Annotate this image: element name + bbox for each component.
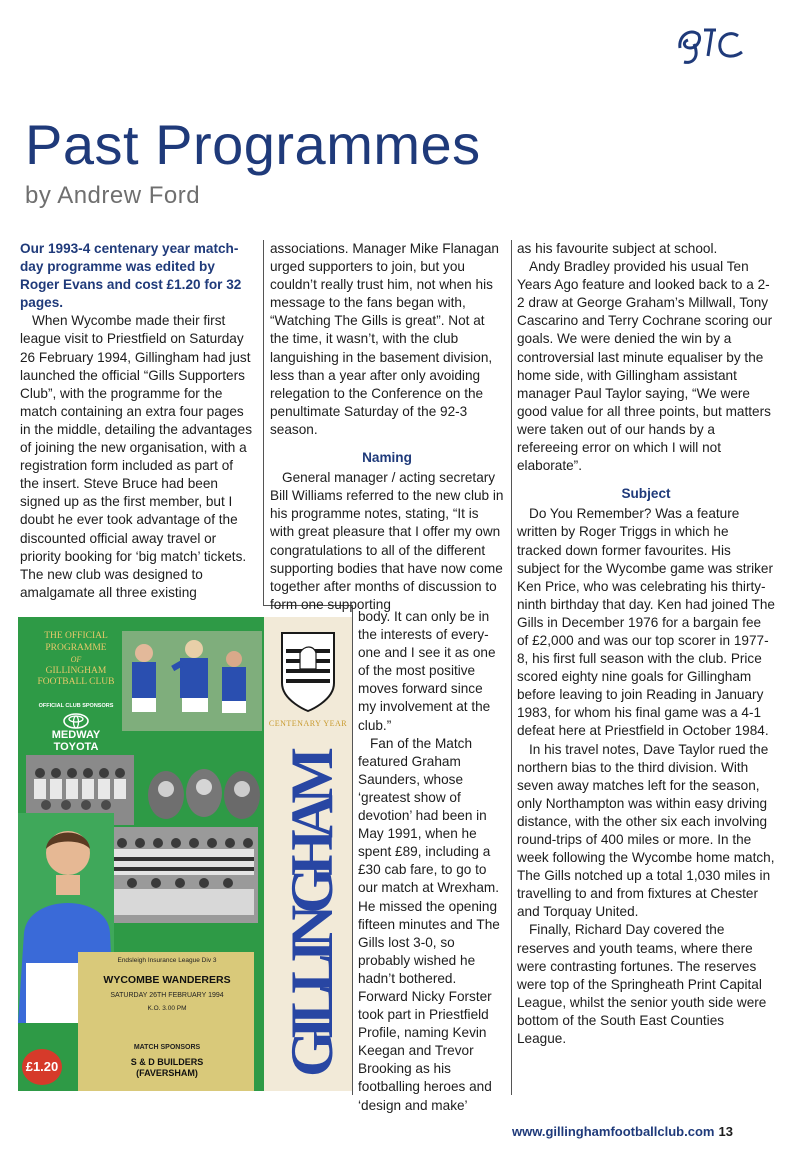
page-number: 13 (718, 1124, 733, 1139)
paragraph: In his travel notes, Dave Taylor rued the northern bias to the third division. With seven away matches left for the season, only Northampton was within easy driving distance, with the other six each involving round-trips of 400 miles or more. In the week following the Wycombe home match, The Gills notched up a total 1,030 miles in travelling to and from fixtures at Chester and Torquay United. (517, 741, 775, 920)
paragraph: body. It can only be in the interests of every-one and I see it as one of the most positive moves forward since my involvement at the club.” (358, 609, 496, 733)
cover-club-name-text: GILLINGHAM (279, 747, 345, 1077)
paragraph: Finally, Richard Day covered the reserves and youth teams, where there were contrasting fortunes. The reserves were top of the Springheath Print Capital League, whilst the senior youth side were bottom of the South East Counties League. (517, 922, 767, 1047)
column-divider (511, 240, 512, 1095)
paragraph: Andy Bradley provided his usual Ten Years Ago feature and looked back to a 2-2 draw at George Graham’s Millwall, Tony Cascarino and Terry Cochrane scoring our goals. We were denied the win by a controversial last minute equaliser by the home side, with Gillingham assistant manager Paul Taylor saying, “We were good value for all three points, but matters were taken out of our hands by a refereeing error on which I will not elaborate”. (517, 259, 773, 474)
paragraph: Fan of the Match featured Graham Saunders, whose ‘greatest show of devotion’ had been in May 1991, when he spent £89, including a £30 cab fare, to go to our match at Wrexham. He missed the opening fifteen minutes and The Gills lost 3-0, so probably wished he hadn’t bothered. Forward Nicky Forster took part in Priestfield Profile, naming Kevin Keegan and Trevor Brooking as his footballing heroes and ‘design and make’ (358, 735, 500, 1113)
cover-sponsor-name: MEDWAY TOYOTA (51, 729, 101, 753)
footer-url: www.gillinghamfootballclub.com (512, 1124, 715, 1139)
byline: by Andrew Ford (25, 182, 201, 209)
paragraph: associations. Manager Mike Flanagan urged supporters to join, but you couldn’t really trust him, not when his message to the fans began with, “Watching The Gills is great”. Not at the time, it wasn’t, with the club languishing in the basement division, less than a year after only avoiding relegation to the Conference on the penultimate Saturday of the 92-3 season. (270, 241, 499, 437)
cover-centenary: CENTENARY YEAR (268, 719, 348, 728)
article-column-2 (270, 240, 504, 614)
subheading-naming: Naming (362, 450, 412, 466)
intro-paragraph: Our 1993-4 centenary year match-day programme was edited by Roger Evans and cost £1.20 for 32 pages. (20, 241, 242, 311)
gfc-logo (672, 18, 752, 66)
cover-club-name (264, 737, 352, 1091)
cover-photo-players-celebrating (122, 631, 262, 731)
paragraph: When Wycombe made their first league visit to Priestfield on Saturday 26 February 1994, Gillingham had just launched the official “Gills Supporters Club”, with the programme for the match containing an extra four pages in the middle, detailing the advantages of joining the new organisation, with a registration form included as part of the insert. Steve Bruce had been signed up as the first member, but I doubt he ever took advantage of the discounted official away travel or priority booking for ‘big match’ tickets. The new club was designed to amalgamate all three existing (20, 313, 253, 600)
cover-sponsors-label: OFFICIAL CLUB SPONSORS (38, 703, 114, 709)
cover-match-sponsors-label: MATCH SPONSORS (133, 1044, 201, 1051)
cover-kickoff: K.O. 3.00 PM (147, 1005, 187, 1012)
cover-league: Endsleigh Insurance League Div 3 (117, 957, 217, 964)
paragraph: Do You Remember? Was a feature written by Roger Triggs in which he tracked down former favourites. His subject for the Wycombe game was striker Ken Price, who was celebrating his thirty-ninth birthday that day. Ken had joined The Gills in December 1976 for a bargain fee of £2,000 and was our top scorer in 1977-8, his first full season with the club. Price scored eighty nine goals for Gillingham before leaving to join Reading in January 1983, for whom his final game was a 4-1 defeat here at Priestfield in October 1984. (517, 506, 775, 739)
cover-price-badge: £1.20 (22, 1049, 62, 1085)
subheading-subject: Subject (621, 486, 671, 502)
cover-date: SATURDAY 26TH FEBRUARY 1994 (110, 992, 224, 999)
cover-official-text: THE OFFICIAL PROGRAMME OF GILLINGHAM FOOTBALL CLUB (37, 631, 115, 687)
paragraph: General manager / acting secretary Bill Williams referred to the new club in his programme notes, stating, “It is with great pleasure that I offer my own congratulations to all of the different supporting bodies that have now come together after months of discussion to form one supporting (270, 470, 504, 612)
article-column-3 (517, 240, 775, 1048)
column-divider (352, 605, 353, 1095)
cover-match-sponsor: S & D BUILDERS (FAVERSHAM) (130, 1057, 204, 1078)
programme-cover-image (18, 617, 352, 1091)
club-crest-icon (278, 629, 338, 715)
cover-photo-portraits (146, 765, 262, 825)
page-title: Past Programmes (25, 113, 481, 176)
article-column-1 (20, 240, 254, 602)
article-column-2-continued (358, 608, 504, 1115)
toyota-logo-icon (62, 713, 90, 729)
column-divider (263, 240, 264, 605)
page-footer (512, 1124, 733, 1139)
paragraph: as his favourite subject at school. (517, 241, 718, 256)
cover-opponent: WYCOMBE WANDERERS (103, 974, 231, 986)
